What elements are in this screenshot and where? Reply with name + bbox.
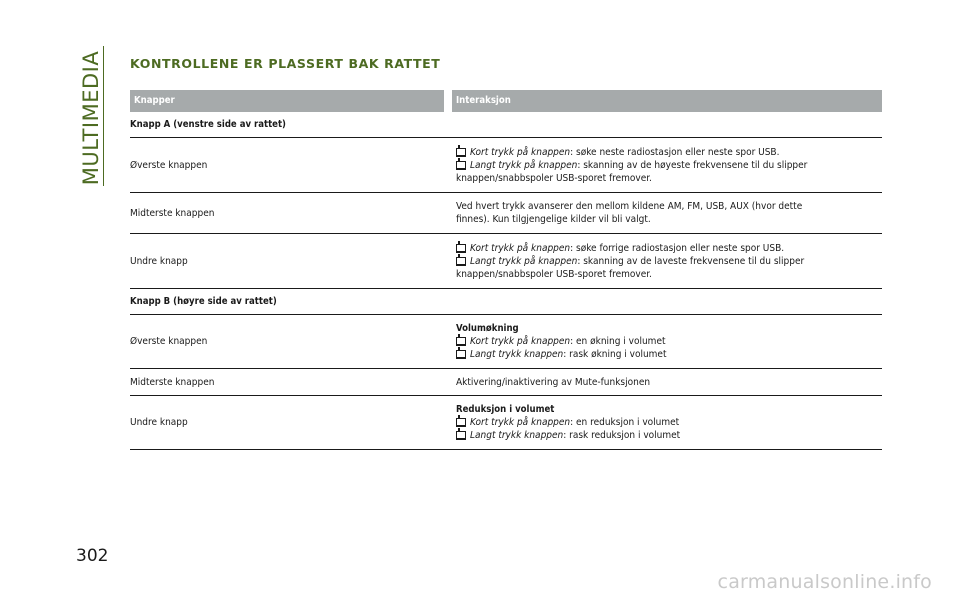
list-item [456, 348, 882, 361]
press-type: Kort trykk på knappen [470, 146, 571, 158]
table-row [130, 193, 882, 234]
press-type: Langt trykk på knappen [470, 159, 578, 171]
press-description: : rask reduksjon i volumet [563, 430, 681, 441]
table-header [130, 90, 882, 112]
press-type: Langt trykk knappen [470, 349, 564, 360]
press-type: Langt trykk på knappen [470, 255, 578, 267]
row-value [456, 200, 882, 226]
row-text-line: Ved hvert trykk avanserer den mellom kildene AM, FM, USB, AUX (hvor dette [456, 201, 803, 212]
group-row-a [130, 112, 882, 138]
press-description: : skanning av de laveste frekvensene til du slipper [577, 255, 805, 267]
button-press-icon [456, 350, 466, 359]
press-type: Kort trykk på knappen [470, 336, 571, 347]
list-item [456, 159, 882, 172]
row-key: Undre knapp [130, 417, 188, 428]
press-type: Kort trykk på knappen [470, 242, 571, 254]
row-value [456, 403, 882, 442]
row-subhead: Volumøkning [456, 323, 519, 334]
header-gap [444, 90, 452, 112]
press-description: : søke forrige radiostasjon eller neste spor USB. [570, 242, 785, 254]
row-value [456, 322, 882, 361]
press-description: : en økning i volumet [570, 336, 666, 347]
table-row [130, 396, 882, 450]
button-press-icon [456, 244, 466, 253]
section-tab [78, 48, 104, 188]
page-number: 302 [76, 546, 109, 566]
row-text-line: finnes). Kun tilgjengelige kilder vil bli valgt. [456, 214, 651, 225]
button-press-icon [456, 161, 466, 170]
header-buttons: Knapper [130, 90, 444, 112]
table-row [130, 234, 882, 289]
table-row [130, 315, 882, 369]
continuation-text: knappen/snabbspoler USB-sporet fremover. [456, 172, 652, 184]
row-key: Øverste knappen [130, 336, 208, 347]
table-row [130, 369, 882, 396]
button-press-icon [456, 257, 466, 266]
list-item [456, 146, 882, 159]
row-subhead: Reduksjon i volumet [456, 404, 555, 415]
row-value: Aktivering/inaktivering av Mute-funksjonen [456, 376, 651, 388]
button-press-icon [456, 337, 466, 346]
list-item [456, 255, 882, 268]
row-value [456, 242, 882, 281]
page-title: KONTROLLENE ER PLASSERT BAK RATTET [130, 56, 441, 71]
press-description: : rask økning i volumet [563, 349, 667, 360]
press-description: : skanning av de høyeste frekvensene til du slipper [577, 159, 808, 171]
row-key: Undre knapp [130, 255, 188, 267]
section-label: MULTIMEDIA [79, 50, 103, 186]
press-type: Kort trykk på knappen [470, 417, 571, 428]
button-press-icon [456, 418, 466, 427]
press-description: : en reduksjon i volumet [570, 417, 680, 428]
list-item [456, 242, 882, 255]
controls-table [130, 90, 882, 450]
header-interaction: Interaksjon [452, 90, 882, 112]
section-divider [103, 46, 104, 186]
list-item [456, 335, 882, 348]
row-key: Midterste knappen [130, 376, 215, 388]
watermark: carmanualsonline.info [717, 571, 932, 593]
table-row [130, 138, 882, 193]
row-value [456, 146, 882, 185]
list-item [456, 429, 882, 442]
row-key: Øverste knappen [130, 159, 208, 171]
group-b-label: Knapp B (høyre side av rattet) [130, 296, 277, 307]
press-description: : søke neste radiostasjon eller neste spor USB. [570, 146, 780, 158]
group-row-b [130, 289, 882, 315]
press-type: Langt trykk knappen [470, 430, 564, 441]
group-a-label: Knapp A (venstre side av rattet) [130, 119, 286, 130]
row-key: Midterste knappen [130, 207, 215, 219]
button-press-icon [456, 148, 466, 157]
list-item [456, 416, 882, 429]
button-press-icon [456, 431, 466, 440]
continuation-text: knappen/snabbspoler USB-sporet fremover. [456, 268, 652, 280]
